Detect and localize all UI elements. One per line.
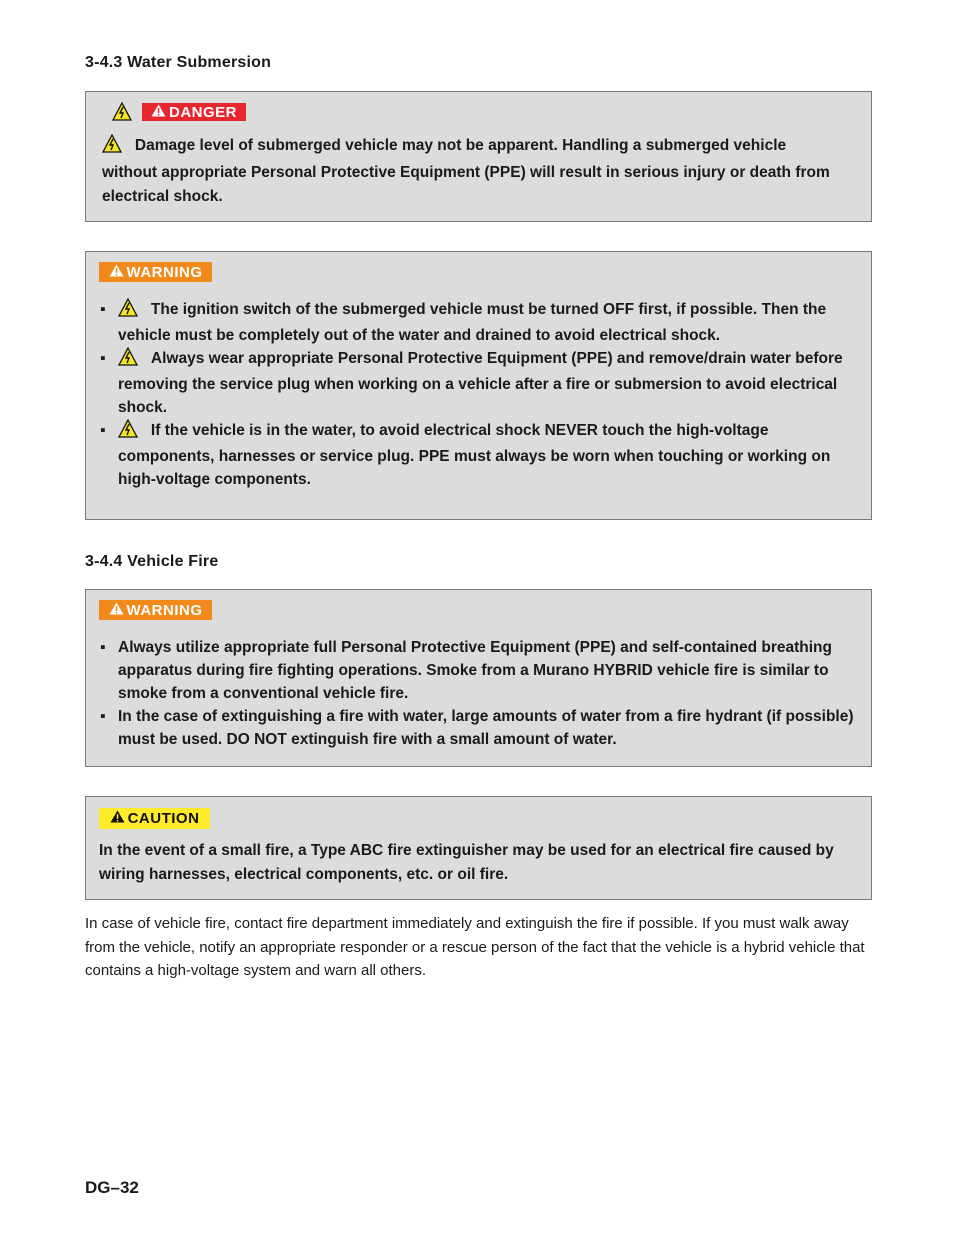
section-heading-vehicle-fire: 3-4.4 Vehicle Fire <box>85 553 219 570</box>
section-heading-water-submersion: 3-4.3 Water Submersion <box>85 54 272 71</box>
danger-text-content: Damage level of submerged vehicle may not be apparent. Handling a submerged vehicle without appropriate Personal Protective Equipment (PPE) will result in serious injury or death from electrical shock. <box>102 137 830 205</box>
danger-badge-label: DANGER <box>168 103 237 121</box>
page-number: DG–32 <box>85 1178 139 1197</box>
warning-badge-label: WARNING <box>126 601 203 619</box>
high-voltage-icon <box>118 347 138 373</box>
list-item: ▪ In the case of extinguishing a fire with water, large amounts of water from a fire hydrant (if possible) must be used. DO NOT extinguish fire with a small amount of water. <box>100 708 854 748</box>
high-voltage-icon <box>112 102 132 126</box>
warning-badge-label: WARNING <box>126 263 203 281</box>
danger-text <box>102 134 842 209</box>
caution-text: In the event of a small fire, a Type ABC fire extinguisher may be used for an electrical fire caused by wiring harnesses, electrical components, etc. or oil fire. <box>99 842 834 883</box>
list-item: ▪ If the vehicle is in the water, to avoid electrical shock NEVER touch the high-voltage components, harnesses or service plug. PPE must always be worn when touching or working on high-voltage components. <box>86 419 856 491</box>
danger-box <box>85 91 872 222</box>
warning-list-submersion <box>86 298 856 491</box>
high-voltage-icon <box>118 298 138 324</box>
warning-badge <box>99 600 212 620</box>
list-item: ▪ Always utilize appropriate full Personal Protective Equipment (PPE) and self-contained breathing apparatus during fire fighting operations. Smoke from a Murano HYBRID vehicle fire is similar to smoke from a conventional vehicle fire. <box>100 639 832 702</box>
warning-triangle-icon <box>109 602 124 619</box>
warning-triangle-icon <box>151 104 166 121</box>
high-voltage-icon <box>118 419 138 445</box>
caution-badge <box>99 808 210 829</box>
warning-list-fire <box>86 636 856 751</box>
warning-badge <box>99 262 212 282</box>
danger-badge <box>142 103 246 121</box>
high-voltage-icon <box>102 134 122 161</box>
vehicle-fire-paragraph: In case of vehicle fire, contact fire department immediately and extinguish the fire if possible. If you must walk away from the vehicle, notify an appropriate responder or a rescue person of the fact that the vehicle is a hybrid vehicle that contains a high-voltage system and warn all others. <box>85 915 865 979</box>
caution-badge-label: CAUTION <box>127 810 200 827</box>
warning-triangle-icon <box>110 810 125 827</box>
warning-triangle-icon <box>109 264 124 281</box>
caution-box <box>85 796 872 900</box>
list-item: ▪ Always wear appropriate Personal Protective Equipment (PPE) and remove/drain water before removing the service plug when working on a vehicle after a fire or submersion to avoid electrical shock. <box>86 347 856 419</box>
warning-box-fire <box>85 589 872 767</box>
list-item: ▪ The ignition switch of the submerged vehicle must be turned OFF first, if possible. Then the vehicle must be completely out of the water and drained to avoid electrical shock. <box>86 298 856 347</box>
warning-box-submersion <box>85 251 872 520</box>
